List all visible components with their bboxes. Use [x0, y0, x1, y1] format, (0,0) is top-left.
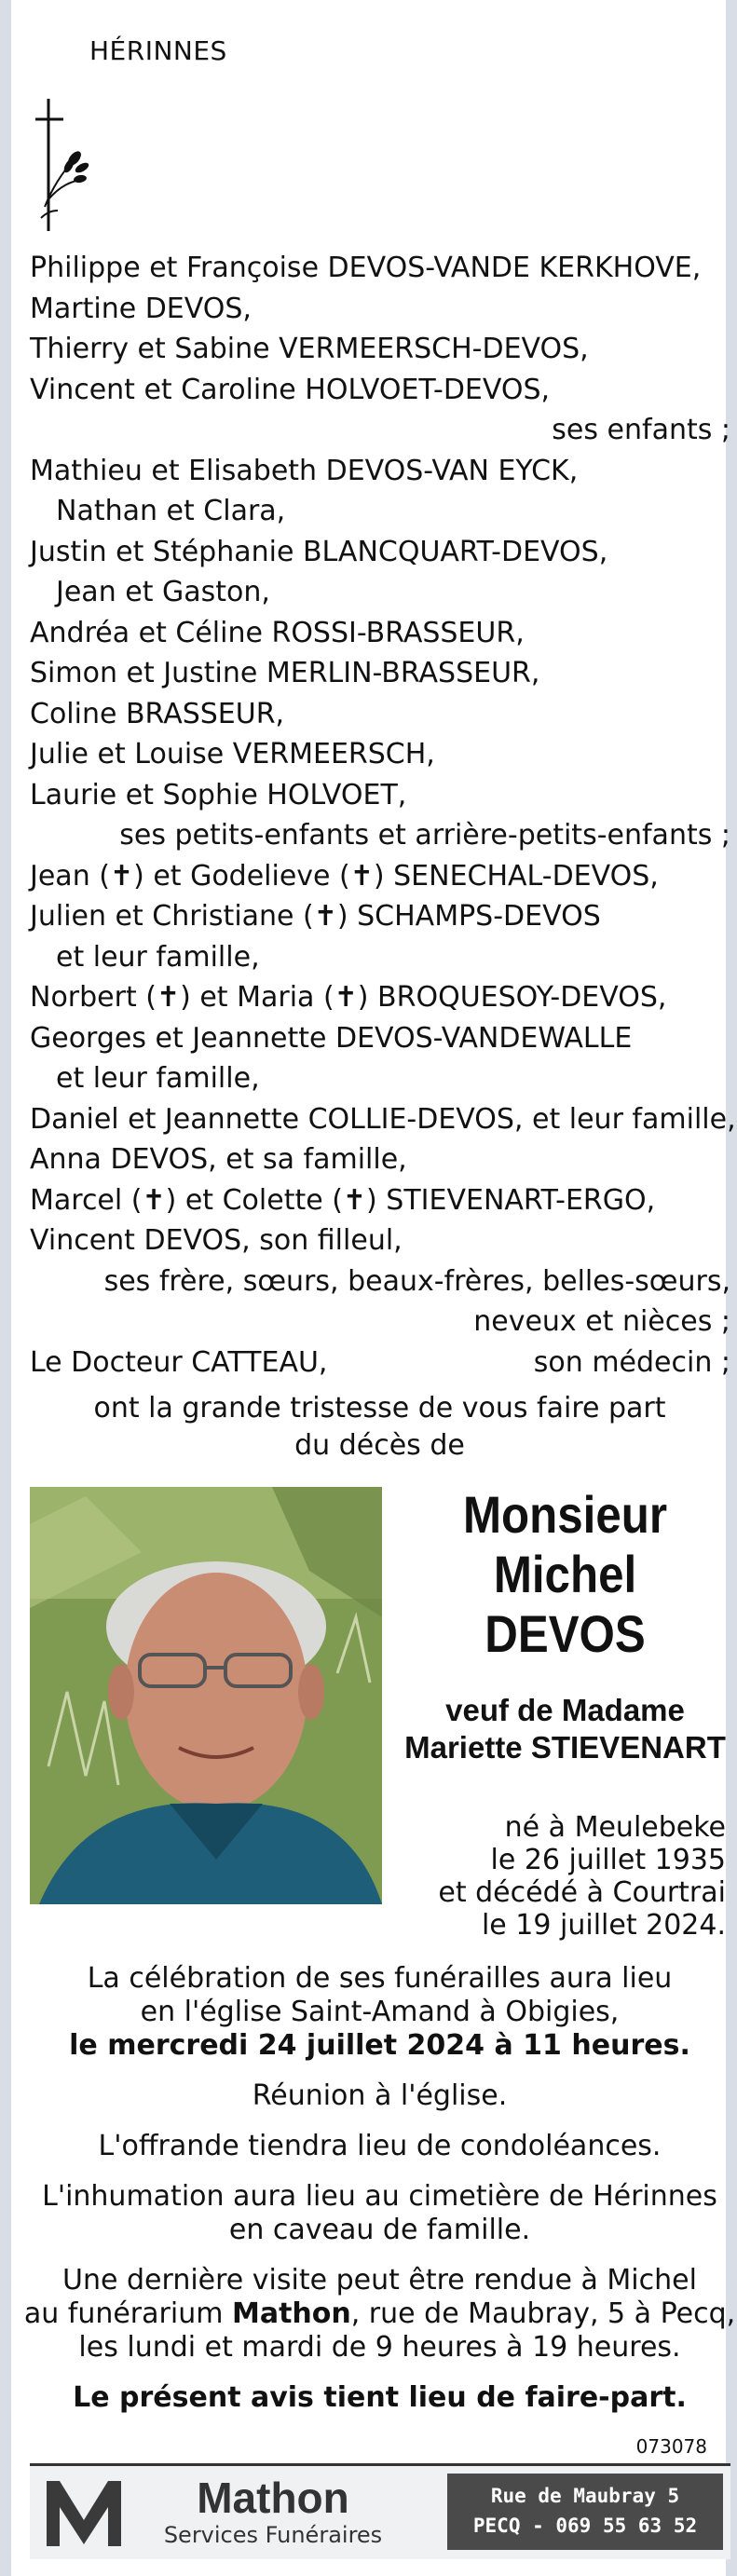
deceased-last-name: DEVOS [485, 1604, 646, 1663]
family-line: Martine DEVOS, [30, 292, 252, 325]
widow-line [395, 1692, 735, 1766]
announcement-intro [11, 1390, 737, 1465]
ceremony-info [11, 1962, 737, 2063]
family-line: Marcel (✝) et Colette (✝) STIEVENART-ERGO, [30, 1183, 656, 1217]
visit-line: Une dernière visite peut être rendue à Michel [62, 2264, 697, 2297]
address-street: Rue de Maubray 5 [490, 2485, 680, 2507]
ceremony-datetime: le mercredi 24 juillet 2024 à 11 heures. [69, 2029, 690, 2062]
family-line: Jean (✝) et Godelieve (✝) SENECHAL-DEVOS, [30, 859, 659, 893]
family-line: Philippe et Françoise DEVOS-VANDE KERKHOVE, [30, 252, 702, 284]
family-line: Daniel et Jeannette COLLIE-DEVOS, et leur famille, [30, 1102, 736, 1136]
cross-with-wheat-icon [28, 95, 93, 235]
family-list [30, 248, 736, 1383]
family-line: Norbert (✝) et Maria (✝) BROQUESOY-DEVOS, [30, 981, 667, 1014]
birth-death-info [395, 1811, 726, 1942]
family-line: Laurie et Sophie HOLVOET, [30, 778, 407, 811]
doctor-line [30, 1343, 730, 1383]
family-line: Julien et Christiane (✝) SCHAMPS-DEVOS [30, 900, 601, 933]
family-line: Anna DEVOS, et sa famille, [30, 1143, 407, 1176]
location-heading: HÉRINNES [89, 35, 227, 66]
relation-label: ses frère, sœurs, beaux-frères, belles-sœurs, [103, 1264, 730, 1298]
mathon-m-logo-icon [39, 2475, 129, 2552]
visit-line: au funérarium [23, 2297, 232, 2330]
family-line: Vincent et Caroline HOLVOET-DEVOS, [30, 373, 551, 406]
burial-info [11, 2180, 737, 2247]
visit-address: , rue de Maubray, 5 à Pecq, [350, 2297, 736, 2330]
family-line: Nathan et Clara, [56, 495, 286, 527]
family-line: Mathieu et Elisabeth DEVOS-VAN EYCK, [30, 454, 579, 487]
family-line: et leur famille, [56, 1062, 260, 1095]
burial-line: en caveau de famille. [228, 2214, 531, 2246]
funeral-details [11, 1962, 737, 2432]
spouse-name: Mariette STIEVENART [404, 1730, 726, 1765]
family-line: Jean et Gaston, [56, 576, 270, 608]
intro-line: du décès de [294, 1429, 465, 1462]
doctor-name: Le Docteur CATTEAU, [30, 1345, 328, 1379]
family-line: Thierry et Sabine VERMEERSCH-DEVOS, [30, 333, 589, 365]
burial-line: L'inhumation aura lieu au cimetière de Hérinnes [42, 2180, 717, 2213]
offering-info: L'offrande tiendra lieu de condoléances. [98, 2130, 662, 2162]
visit-hours: les lundi et mardi de 9 heures à 19 heures. [78, 2331, 681, 2364]
relation-label: ses enfants ; [552, 414, 730, 446]
family-line: Coline BRASSEUR, [30, 697, 285, 730]
ceremony-line: en l'église Saint-Amand à Obigies, [140, 1996, 620, 2028]
death-date: le 19 juillet 2024. [481, 1909, 726, 1942]
deceased-first-name: Michel [493, 1545, 637, 1603]
widow-label: veuf de Madame [445, 1693, 685, 1727]
family-line: Justin et Stéphanie BLANCQUART-DEVOS, [30, 535, 608, 568]
deceased-title: Monsieur [462, 1485, 668, 1544]
funeral-home-name: Mathon [231, 2297, 351, 2330]
death-place: et décédé à Courtrai [438, 1876, 726, 1909]
funeral-home-brand [138, 2474, 408, 2548]
birth-date: le 26 juillet 1935 [490, 1844, 726, 1876]
birth-place: né à Meulebeke [504, 1811, 726, 1844]
reference-number: 073078 [635, 2435, 707, 2458]
address-city-phone: PECQ - 069 55 63 52 [472, 2515, 698, 2537]
family-line: Julie et Louise VERMEERSCH, [30, 738, 435, 770]
visit-info [11, 2264, 737, 2365]
portrait-photo [30, 1487, 382, 1904]
funeral-home-address [447, 2474, 723, 2550]
meeting-info: Réunion à l'église. [252, 2079, 508, 2112]
relation-label: ses petits-enfants et arrière-petits-enfants ; [119, 819, 730, 852]
family-line: Andréa et Céline ROSSI-BRASSEUR, [30, 616, 525, 649]
ceremony-line: La célébration de ses funérailles aura lieu [87, 1962, 673, 1995]
brand-name: Mathon [197, 2474, 349, 2522]
relation-label: neveux et nièces ; [473, 1305, 730, 1338]
family-line: Georges et Jeannette DEVOS-VANDEWALLE [30, 1021, 633, 1055]
intro-line: ont la grande tristesse de vous faire part [93, 1392, 666, 1424]
relation-label: son médecin ; [533, 1345, 730, 1379]
brand-subtitle: Services Funéraires [163, 2522, 383, 2548]
family-line: Simon et Justine MERLIN-BRASSEUR, [30, 657, 540, 689]
family-line: et leur famille, [56, 940, 260, 974]
funeral-home-footer [30, 2463, 730, 2559]
family-line: Vincent DEVOS, son filleul, [30, 1224, 403, 1257]
notice-line: Le présent avis tient lieu de faire-part. [73, 2381, 687, 2414]
deceased-block [395, 1485, 735, 1766]
